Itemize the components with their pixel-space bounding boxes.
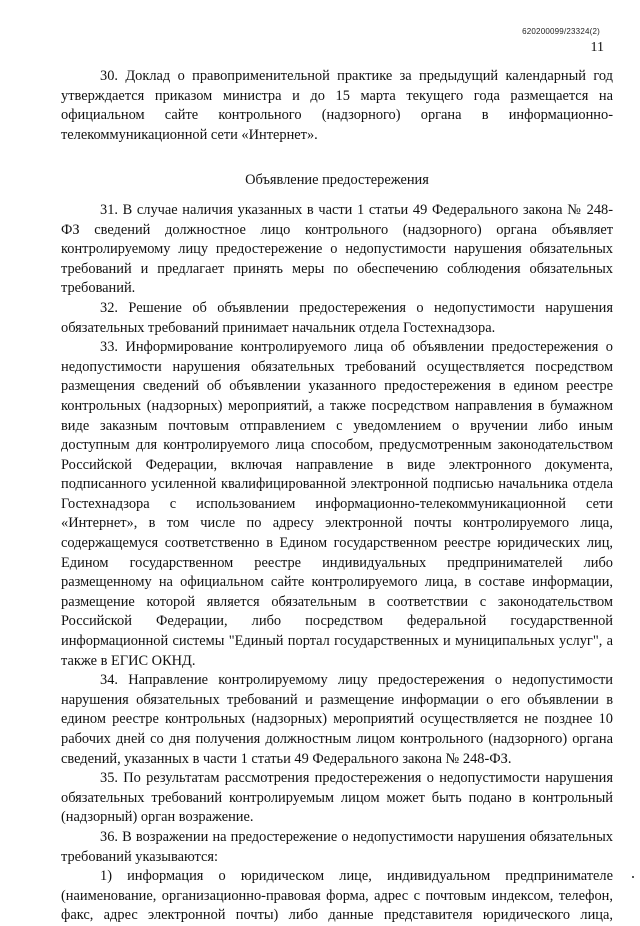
spacer [61,191,613,201]
paragraph-31: 31. В случае наличия указанных в части 1 статьи 49 Федерального закона № 248-ФЗ сведений должностное лицо контрольного (надзорного) органа объявляет контролируемому лицу предостережение о недопустимости нарушения обязательных требований и предлагает принять меры по обеспечению соблюдения обязательных требований. [61,201,613,297]
scan-speck [632,876,634,878]
paragraph-34: 34. Направление контролируемому лицу предостережения о недопустимости нарушения обязательных требований и размещение информации о его объявлении в едином реестре контрольных (надзорных) мероприятий осуществляется не позднее 10 рабочих дней со дня получения должностным лицом контрольного (надзорного) органа сведений, указанных в части 1 статьи 49 Федерального закона № 248-ФЗ. [61,672,613,767]
paragraph-33: 33. Информирование контролируемого лица об объявлении предостережения о недопустимости нарушения обязательных требований осуществляется посредством размещения сведений об объявлении указанного предостережения в едином реестре контрольных (надзорных) мероприятий, а также посредством направления в бумажном виде заказным почтовым отправлением с уведомлением о вручении либо иным доступным для контролируемого лица способом, предусмотренным законодательством Российской Федерации, включая направление в виде электронного документа, подписанного усиленной квалифицированной электронной подписью начальника отдела Гостехнадзора с использованием информационно-телекоммуникационной сети «Интернет», в том числе по адресу электронной почты контролируемого лица, содержащемуся соответственно в Едином государственном реестре юридических лиц, Едином государственном реестре индивидуальных предпринимателей либо размещенному на официальном сайте контролируемого лица, в составе информации, размещение которой является обязательным в соответствии с законодательством Российской Федерации, либо посредством федеральной государственной информационной системы "Единый портал государственных и муниципальных услуг", а также в ЕГИС ОКНД. [61,339,613,669]
document-body [61,67,613,926]
paragraph-30: 30. Доклад о правоприменительной практике за предыдущий календарный год утверждается приказом министра и до 15 марта текущего года размещается на официальном сайте контрольного (надзорного) органа в информационно-телекоммуникационной сети «Интернет». [61,68,613,143]
document-id: 620200099/23324(2) [522,27,600,36]
page-number: 11 [590,40,604,55]
paragraph-32: 32. Решение об объявлении предостережения о недопустимости нарушения обязательных требований принимает начальник отдела Гостехнадзора. [61,299,613,336]
paragraph-36-item-1: 1) информация о юридическом лице, индивидуальном предпринимателе (наименование, организационно-правовая форма, адрес с почтовым индексом, телефон, факс, адрес электронной почты) либо данные представителя юридического лица, [61,868,613,924]
spacer [61,145,613,171]
section-heading: Объявление предостережения [245,172,429,189]
paragraph-36: 36. В возражении на предостережение о недопустимости нарушения обязательных требований указываются: [61,828,613,865]
paragraph-35: 35. По результатам рассмотрения предостережения о недопустимости нарушения обязательных требований контролируемым лицом может быть подано в контрольный (надзорный) орган возражение. [61,770,613,826]
